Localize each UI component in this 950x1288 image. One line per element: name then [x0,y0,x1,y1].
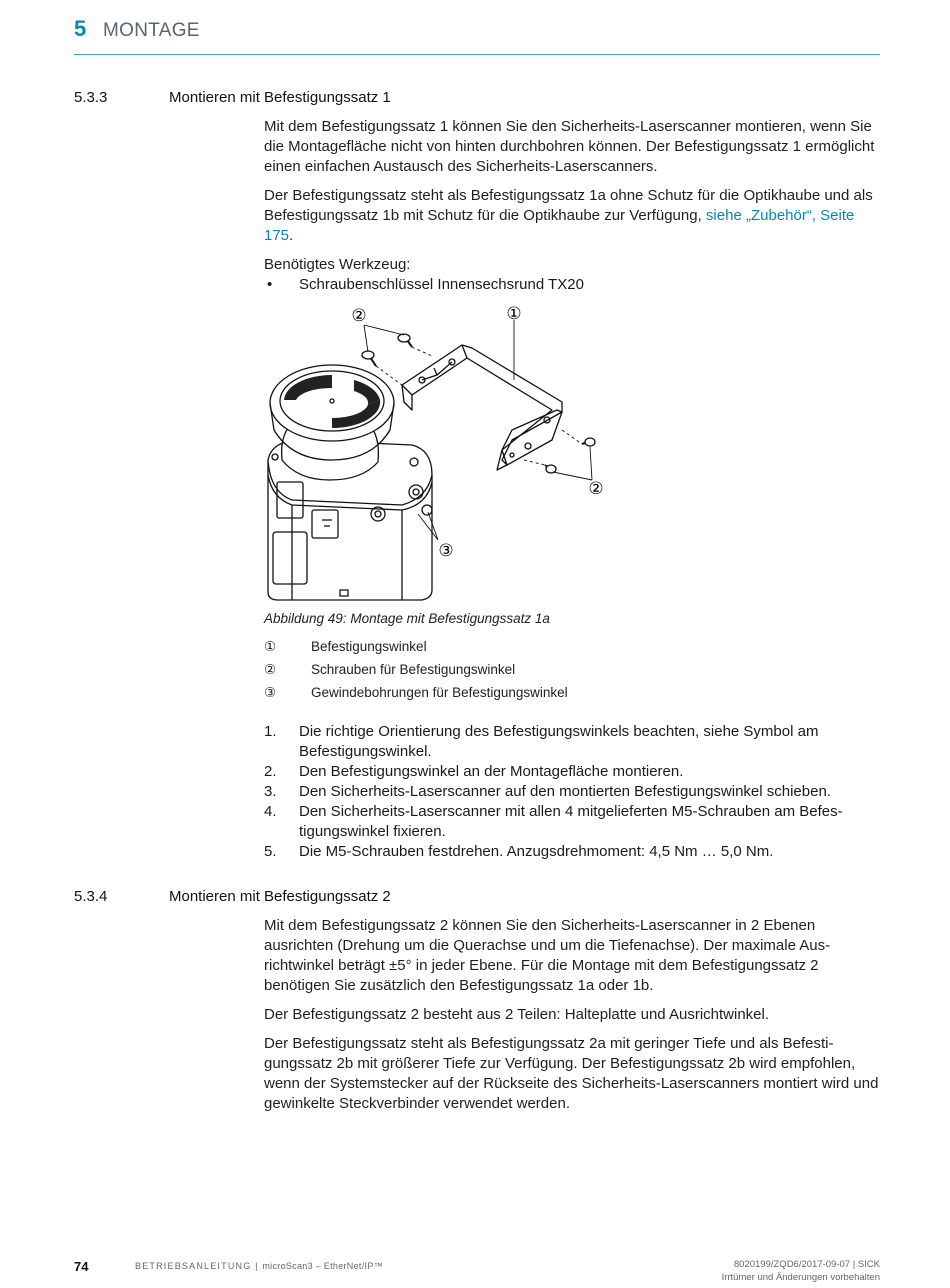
chapter-title: MONTAGE [103,20,200,41]
footer-separator: | [251,1261,263,1271]
step-number: 4. [264,803,277,820]
step-number: 1. [264,723,277,740]
tools-label: Benötigtes Werkzeug: [264,256,411,273]
callout-2-top: ② [351,306,367,326]
legend-symbol: ② [264,662,277,677]
cross-reference-link[interactable]: siehe „Zubehör“, Seite 175 [264,207,855,244]
procedure-steps [264,722,880,862]
document-type: BETRIEBSANLEITUNG [135,1261,252,1271]
step-text: Den Sicherheits-Laserscanner mit allen 4 mitgelieferten M5-Schrauben am Befestigungswinkel fixieren. [299,803,843,840]
legend-text: Befestigungswinkel [311,639,427,654]
step-item [264,722,880,762]
step-item [264,782,880,802]
section-title: Montieren mit Befestigungssatz 2 [169,888,391,905]
step-item [264,842,880,862]
product-name: microScan3 – EtherNet/IP™ [262,1261,383,1271]
step-text: Die M5-Schrauben festdrehen. Anzugsdrehmoment: 4,5 Nm … 5,0 Nm. [299,843,774,860]
step-number: 5. [264,843,277,860]
paragraph-text: Der Befestigungssatz steht als Befestigungssatz 1a ohne Schutz für die Optikhaube und als Befestigungssatz 1b mit Schutz für die Optikhaube zur Verfügung, [264,187,873,224]
callout-1: ① [506,304,522,324]
page-number: 74 [74,1259,89,1274]
legend-symbol: ③ [264,685,277,700]
step-number: 2. [264,763,277,780]
step-text: Den Befestigungswinkel an der Montagefläche montieren. [299,763,684,780]
callout-2-bottom: ② [588,479,604,499]
paragraph: Mit dem Befestigungssatz 2 können Sie den Sicherheits-Laserscanner in 2 Ebenen ausrichten (Drehung um die Querachse und um die Tiefenachse). Der maximale Ausrichtwinkel beträgt ±5° in jeder Ebene. Für die Montage mit dem Befestigungssatz 2 benötigen Sie zusätzlich den Befestigungssatz 1a oder 1b. [264,917,831,994]
section-number: 5.3.4 [74,888,108,905]
disclaimer: Irrtümer und Änderungen vorbehalten [721,1272,880,1283]
bullet-icon: • [267,276,273,293]
figure-caption: Abbildung 49: Montage mit Befestigungssatz 1a [264,611,550,626]
step-item [264,762,880,782]
document-id: 8020199/ZQD6/2017-09-07 | SICK [733,1259,880,1270]
legend-text: Gewindebohrungen für Befestigungswinkel [311,685,568,700]
footer-doc-id [722,1258,880,1284]
paragraph [264,186,880,246]
page-header [74,16,880,55]
paragraph: Mit dem Befestigungssatz 1 können Sie den Sicherheits-Laserscanner montieren, wenn Sie die Montagefläche nicht von hinten durchbohren können. Der Befestigungssatz 1 ermöglicht einen einfachen Austausch des Sicherheits-Laserscanners. [264,118,875,175]
section-number: 5.3.3 [74,89,108,106]
step-item [264,802,880,842]
step-text: Den Sicherheits-Laserscanner auf den montierten Befestigungswinkel schieben. [299,783,831,800]
legend-text: Schrauben für Befestigungswinkel [311,662,516,677]
step-number: 3. [264,783,277,800]
callout-3: ③ [438,541,454,561]
chapter-number: 5 [74,16,87,41]
section-body [264,117,880,275]
paragraph-end: . [289,227,294,244]
legend-symbol: ① [264,639,277,654]
section-body [264,916,880,1114]
footer-document-info [135,1261,383,1271]
tool-item: Schraubenschlüssel Innensechsrund TX20 [299,276,584,293]
paragraph: Der Befestigungssatz 2 besteht aus 2 Teilen: Halteplatte und Ausrichtwinkel. [264,1006,770,1023]
step-text: Die richtige Orientierung des Befestigungswinkels beachten, siehe Symbol am Befestigungswinkel. [299,723,819,760]
section-title: Montieren mit Befestigungssatz 1 [169,89,391,106]
mounting-illustration [262,300,612,605]
paragraph: Der Befestigungssatz steht als Befestigungssatz 2a mit geringer Tiefe und als Befestigungssatz 2b mit größerer Tiefe zur Verfügung. Der Befestigungssatz 2b wird empfohlen, wenn der Systemstecker auf der Rückseite des Sicherheits-Laserscanners montiert wird und gewinkelte Steckverbinder verwendet werden. [264,1035,879,1112]
